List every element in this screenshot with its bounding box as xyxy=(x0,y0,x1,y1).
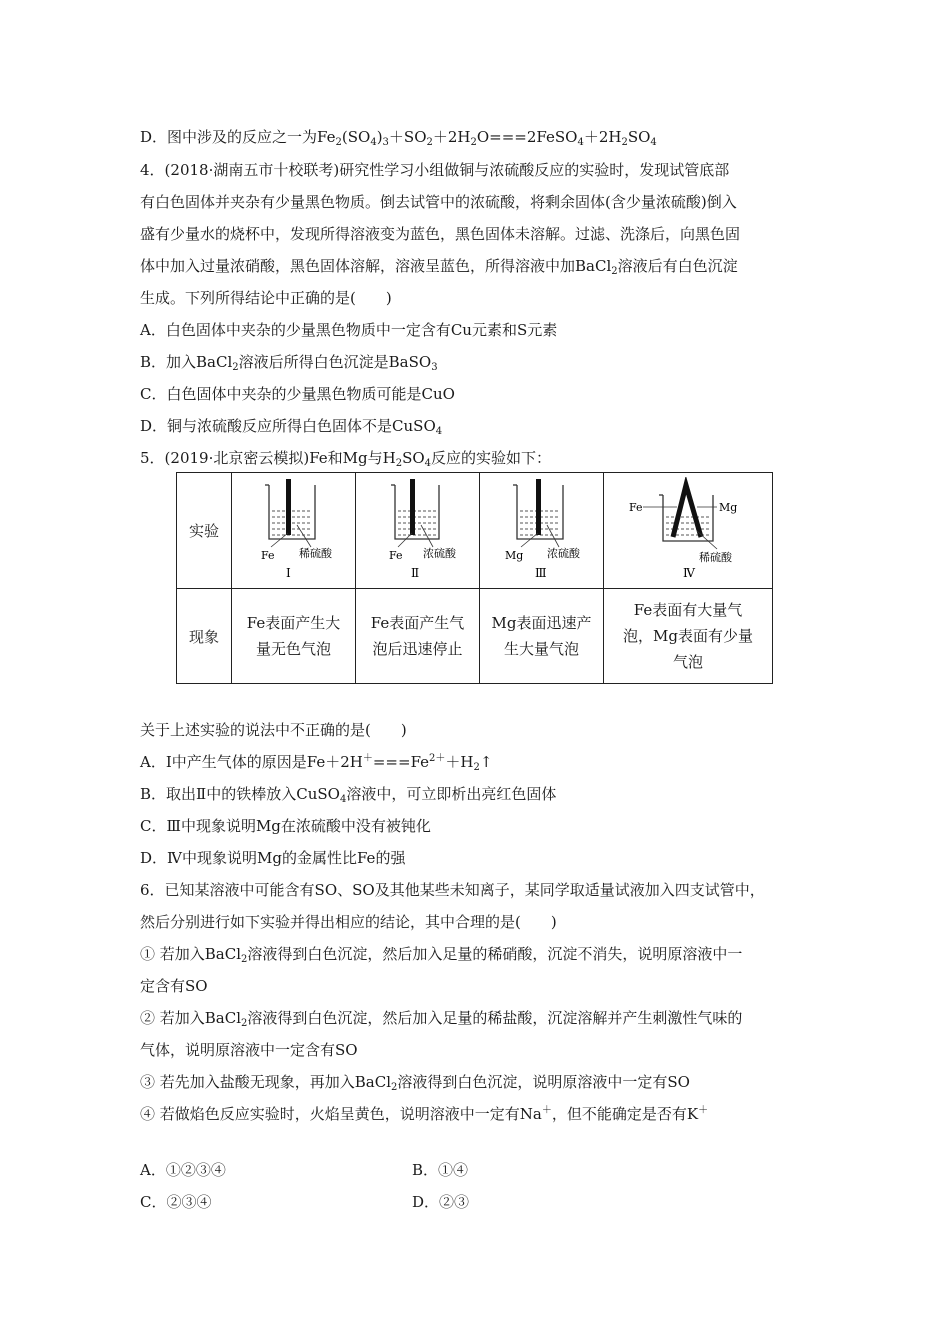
phenomenon-3: Mg表面迅速产 生大量气泡 xyxy=(480,589,604,684)
q6-statement-1: ① 若加入BaCl$_2$溶液得到白色沉淀，然后加入足量的稀硝酸，沉淀不消失，说明原溶液中一 xyxy=(140,945,743,965)
q5-option-c: C．Ⅲ中现象说明Mg在浓硫酸中没有被钝化 xyxy=(140,817,431,835)
q6-line-2: 然后分别进行如下实验并得出相应的结论，其中合理的是( ) xyxy=(140,913,557,931)
q6-statement-4: ④ 若做焰色反应实验时，火焰呈黄色，说明溶液中一定有Na＋，但不能确定是否有K＋ xyxy=(140,1105,709,1123)
q6-line-1: 6．已知某溶液中可能含有SO、SO及其他某些未知离子，某同学取适量试液加入四支试管中， xyxy=(140,881,765,899)
phenomenon-1: Fe表面产生大 量无色气泡 xyxy=(232,589,356,684)
q5-option-a: A．Ⅰ中产生气体的原因是$Fe+2H^+===Fe^{2+}+H_2↑$ xyxy=(140,753,493,773)
row-head-phenomenon: 现象 xyxy=(177,589,232,684)
q6-option-c: C．②③④ xyxy=(140,1193,212,1211)
q6-statement-3: ③ 若先加入盐酸无现象，再加入BaCl$_2$溶液得到白色沉淀，说明原溶液中一定有SO xyxy=(140,1073,690,1093)
q5-title: 5．(2019·北京密云模拟)Fe和Mg与$H_2SO_4$反应的实验如下： xyxy=(140,449,552,469)
q4-line-4: 体中加入过量浓硝酸，黑色固体溶解，溶液呈蓝色，所得溶液中加BaCl$_2$溶液后有白色沉淀 xyxy=(140,257,738,277)
q4-option-a: A．白色固体中夹杂的少量黑色物质中一定含有Cu元素和S元素 xyxy=(140,321,558,339)
q6-statement-2-cont: 气体，说明原溶液中一定含有SO xyxy=(140,1041,358,1059)
phenomenon-2: Fe表面产生气 泡后迅速停止 xyxy=(356,589,480,684)
label-metal-2: Fe xyxy=(388,548,403,562)
label-numeral-2: Ⅱ xyxy=(410,565,419,580)
q4-line-2: 有白色固体并夹杂有少量黑色物质。倒去试管中的浓硫酸，将剩余固体(含少量浓硫酸)倒入 xyxy=(140,193,737,211)
q4-line-3: 盛有少量水的烧杯中，发现所得溶液变为蓝色，黑色固体未溶解。过滤、洗涤后，向黑色固 xyxy=(140,225,741,243)
q4-option-c: C．白色固体中夹杂的少量黑色物质可能是CuO xyxy=(140,385,455,403)
q4-line-5: 生成。下列所得结论中正确的是( ) xyxy=(140,289,392,307)
label-acid-1: 稀硫酸 xyxy=(298,546,332,560)
label-metal-4-left: Fe xyxy=(629,500,643,514)
experiment-4-figure xyxy=(604,473,773,589)
beaker-3-figure xyxy=(487,477,597,585)
experiment-2-figure xyxy=(356,473,480,589)
label-numeral-4: Ⅳ xyxy=(683,565,695,580)
row-head-experiment: 实验 xyxy=(177,473,232,589)
phenomenon-4: Fe表面有大量气 泡，Mg表面有少量 气泡 xyxy=(604,589,773,684)
label-acid-2: 浓硫酸 xyxy=(422,546,456,560)
label-numeral-3: Ⅲ xyxy=(534,565,547,580)
beaker-1-figure xyxy=(239,477,349,585)
q5-option-b: B．取出Ⅱ中的铁棒放入CuSO$_4$溶液中，可立即析出亮红色固体 xyxy=(140,785,557,805)
label-acid-3: 浓硫酸 xyxy=(546,546,580,560)
q6-statement-1-cont: 定含有SO xyxy=(140,977,208,995)
q3-option-d: D．图中涉及的反应之一为$Fe_2(SO_4)_3+SO_2+2H_2O===2FeSO_4+2H_2SO_4$ xyxy=(140,128,657,148)
label-metal-1: Fe xyxy=(260,548,275,562)
label-numeral-1: Ⅰ xyxy=(285,565,291,580)
q4-option-d: D．铜与浓硫酸反应所得白色固体不是CuSO$_4$ xyxy=(140,417,443,437)
q4-line-1: 4．(2018·湖南五市十校联考)研究性学习小组做铜与浓硫酸反应的实验时，发现试管底部 xyxy=(140,161,730,179)
experiment-table xyxy=(176,472,773,684)
q5-option-d: D．Ⅳ中现象说明Mg的金属性比Fe的强 xyxy=(140,849,406,867)
q6-option-d: D．②③ xyxy=(412,1193,470,1211)
label-metal-4-right: Mg xyxy=(719,500,738,514)
q6-option-a: A．①②③④ xyxy=(140,1161,226,1179)
beaker-2-figure xyxy=(363,477,473,585)
q6-option-b: B．①④ xyxy=(412,1161,469,1179)
beaker-4-figure xyxy=(613,477,763,585)
q5-stem: 关于上述实验的说法中不正确的是( ) xyxy=(140,721,407,739)
q6-statement-2: ② 若加入BaCl$_2$溶液得到白色沉淀，然后加入足量的稀盐酸，沉淀溶解并产生刺激性气味的 xyxy=(140,1009,743,1029)
label-acid-4: 稀硫酸 xyxy=(699,550,732,564)
q4-option-b: B．加入BaCl$_2$溶液后所得白色沉淀是BaSO$_3$ xyxy=(140,353,438,373)
experiment-3-figure xyxy=(480,473,604,589)
experiment-1-figure xyxy=(232,473,356,589)
label-metal-3: Mg xyxy=(504,548,523,562)
